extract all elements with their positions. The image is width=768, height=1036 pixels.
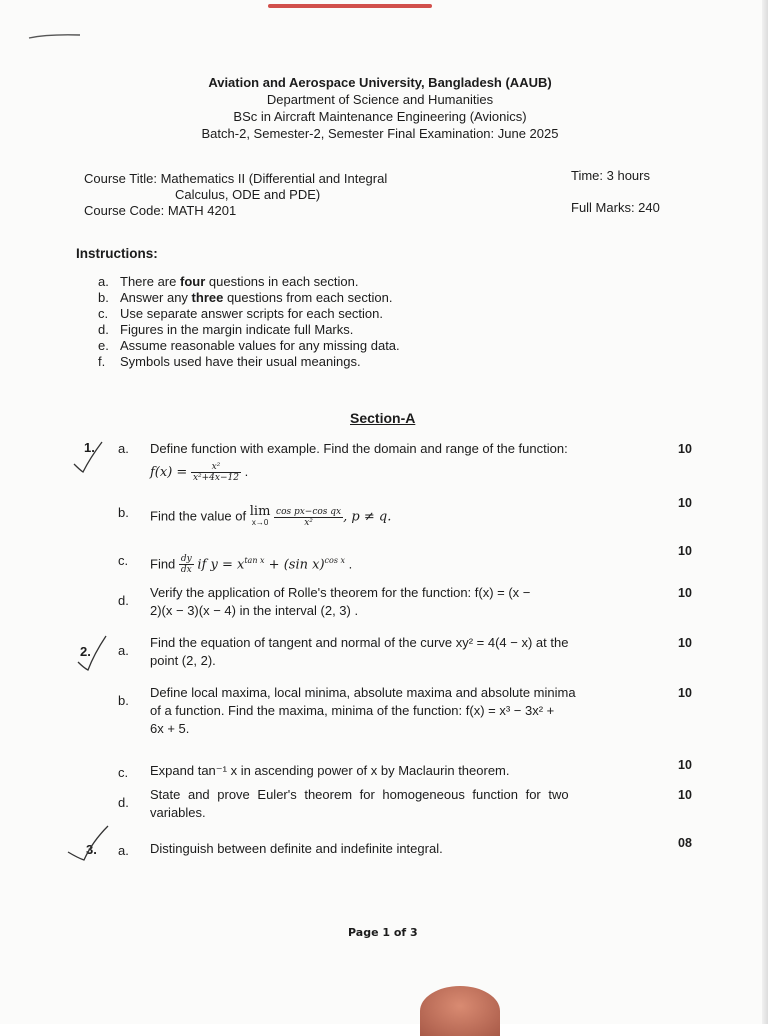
pen-stroke-mark: [28, 33, 82, 39]
red-pen-line: [268, 4, 432, 8]
instruction-item: e. Assume reasonable values for any missing data.: [98, 338, 400, 353]
program-name: BSc in Aircraft Maintenance Engineering (Avionics): [233, 109, 527, 124]
page-number: Page 1 of 3: [348, 926, 418, 939]
section-title: Section-A: [350, 410, 416, 426]
exam-paper: Aviation and Aerospace University, Bangladesh (AAUB) Department of Science and Humanities BSc in Aircraft Maintenance Engineering (Avionics) Batch-2, Semester-2, Semester Final Examination: June 2025 Course Title: Mathematics II (Differential and Integral Calculus, ODE and PDE) Course Code: MATH 4201 Time: 3 hours Full Marks: 240 Instructions: a. There are four questions in each section. b. Answer any three questions from each section. c. Use separate answer scripts for each section. d. Figures in the margin indicate full Marks. e. Assume reasonable values for any missing data. f. Symbols used have their usual meanings. Section-A 1. a. Define function with example. Find the domain and range of the function: 10 f(x) = $\frac{\text{x²}}{\text{x²+4x−12}}$ . b. Find the value of lim x→0 $\frac{\text{cos px−cos qx}}{\text{x²}}$ , p ≠ q. 10 c. Find $\frac{dy}{dx}$ if $y = x^{tan x} + (\sin$ x)$^{cos x}$ . 10 d. Verify the application of Rolle's theorem for the function: f(x) = (x − 2)(x − 3)(x − 4) in the interval (2, 3) . 10 2. a. Find the equation of tangent and normal of the curve xy² = 4(4 − x) at the point (2, 2). 10 b. Define local maxima, local minima, absolute maxima and absolute minima of a function. Find the maxima, minima of the function: f(x) = x³ − 3x² + 6x + 5. 10 c. Expand tan⁻¹ x in ascending power of x by Maclaurin theorem. 10 d. State and prove Euler's theorem for homogeneous function for two variables. 10 3. a. Distinguish between definite and indefinite integral. 08 Page 1 of 3: [0, 0, 768, 1024]
marks: 10: [678, 758, 692, 772]
instruction-item: b. Answer any three questions from each section.: [98, 290, 393, 305]
checkmark-icon: [66, 824, 112, 864]
checkmark-icon: [72, 440, 104, 476]
instruction-item: c. Use separate answer scripts for each section.: [98, 306, 384, 321]
marks: 10: [678, 496, 692, 510]
department-name: Department of Science and Humanities: [266, 92, 494, 107]
full-marks: Full Marks: 240: [571, 200, 660, 215]
marks: 10: [678, 788, 692, 802]
checkmark-icon: [74, 634, 110, 674]
marks: 08: [678, 836, 692, 850]
marks: 10: [678, 686, 692, 700]
instructions-heading: Instructions:: [76, 246, 158, 261]
thumb-photo-artifact: [420, 986, 500, 1036]
marks: 10: [678, 442, 692, 456]
course-code: Course Code: MATH 4201: [84, 203, 237, 218]
exam-name: Batch-2, Semester-2, Semester Final Examination: June 2025: [201, 126, 559, 141]
question-number: 1.: [84, 440, 95, 455]
university-name: Aviation and Aerospace University, Bangladesh (AAUB): [208, 75, 552, 90]
exam-header: [150, 74, 610, 142]
marks: 10: [678, 636, 692, 650]
course-title: Course Title: Mathematics II (Differential and Integral Calculus, ODE and PDE) Course Code: MATH 4201: [84, 171, 388, 218]
instruction-item: a. There are four questions in each section.: [98, 274, 359, 289]
marks: 10: [678, 544, 692, 558]
instruction-item: d. Figures in the margin indicate full Marks.: [98, 322, 354, 337]
marks: 10: [678, 586, 692, 600]
question-number: 2.: [80, 644, 91, 659]
question-number: 3.: [86, 842, 97, 857]
paper-edge-shadow: [762, 0, 768, 1024]
instruction-item: f. Symbols used have their usual meanings.: [98, 354, 361, 369]
instructions-list: [98, 274, 400, 370]
exam-time: Time: 3 hours: [571, 168, 650, 183]
